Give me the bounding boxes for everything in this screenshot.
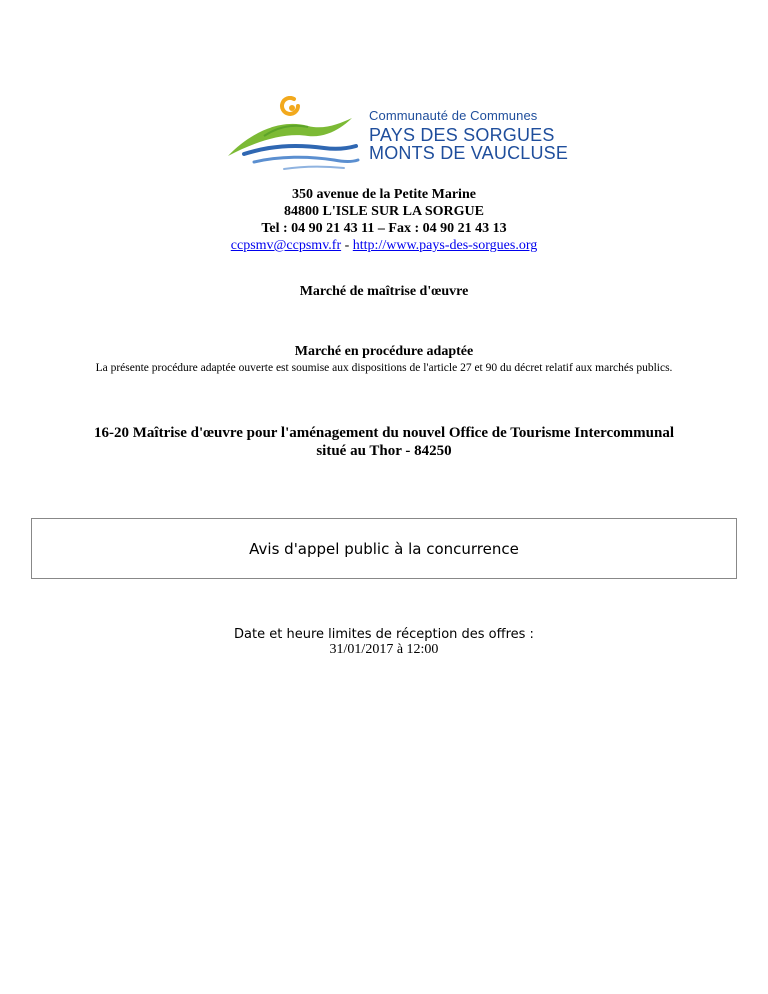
object-title-line2: situé au Thor - 84250 xyxy=(316,443,452,459)
address-block xyxy=(0,186,768,237)
deadline-value: 31/01/2017 à 12:00 xyxy=(329,642,439,657)
avis-box: Avis d'appel public à la concurrence xyxy=(31,518,737,579)
logo-line-community: Communauté de Communes xyxy=(369,108,538,123)
logo-line-monts: MONTS DE VAUCLUSE xyxy=(369,143,569,163)
marche-title: Marché de maîtrise d'œuvre xyxy=(299,284,469,299)
object-title-line1: 16-20 Maîtrise d'œuvre pour l'aménagement du nouvel Office de Tourisme Intercommunal xyxy=(94,425,674,441)
logo-line-pays: PAYS DES SORGUES xyxy=(369,125,555,145)
logo-text xyxy=(369,109,568,162)
procedure-description: La présente procédure adaptée ouverte est soumise aux dispositions de l'article 27 et 90 du décret relatif aux marchés publics. xyxy=(95,362,673,374)
object-title xyxy=(0,424,768,460)
logo-emblem-icon xyxy=(224,96,369,176)
website-link[interactable]: http://www.pays-des-sorgues.org xyxy=(352,238,538,253)
email-link[interactable]: ccpsmv@ccpsmv.fr xyxy=(230,238,342,253)
address-street: 350 avenue de la Petite Marine xyxy=(292,187,476,202)
deadline-label: Date et heure limites de réception des offres : xyxy=(234,627,534,642)
procedure-title: Marché en procédure adaptée xyxy=(294,344,474,359)
contact-separator: - xyxy=(341,238,353,253)
contact-links xyxy=(0,237,768,254)
address-city: 84800 L'ISLE SUR LA SORGUE xyxy=(284,204,484,219)
organization-logo xyxy=(224,96,569,176)
address-phone: Tel : 04 90 21 43 11 – Fax : 04 90 21 43 13 xyxy=(261,221,507,236)
